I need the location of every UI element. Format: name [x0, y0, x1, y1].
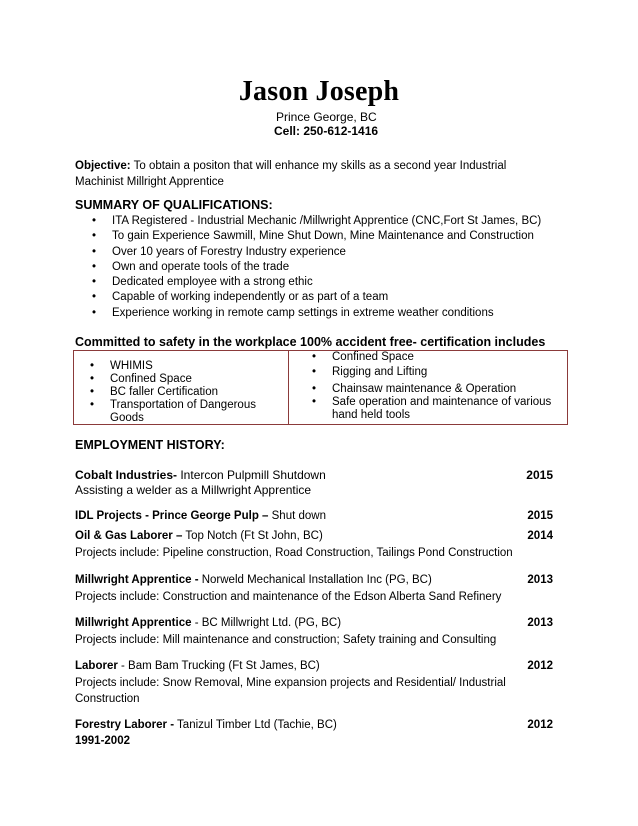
- certifications-left: [90, 360, 280, 425]
- qualification-item: • ITA Registered - Industrial Mechanic /Millwright Apprentice (CNC,Fort St James, BC): [92, 214, 541, 229]
- job-entry: [75, 530, 553, 542]
- certification-item: • Chainsaw maintenance & Operation: [312, 383, 562, 396]
- certifications-right: [312, 351, 562, 422]
- certification-item: • Confined Space: [312, 351, 562, 364]
- job-detail: - Bam Bam Trucking (Ft St James, BC): [117, 660, 320, 672]
- job-entry: [75, 468, 553, 482]
- job-entry: [75, 660, 553, 672]
- job-year: 2013: [527, 617, 553, 629]
- qualifications-list: [92, 214, 541, 321]
- qualifications-heading: SUMMARY OF QUALIFICATIONS:: [75, 198, 273, 212]
- certification-item: • Safe operation and maintenance of various hand held tools: [312, 396, 562, 422]
- employment-heading: EMPLOYMENT HISTORY:: [75, 438, 225, 452]
- job-dates: 1991-2002: [75, 735, 130, 747]
- job-year: 2014: [527, 530, 553, 542]
- job-detail: Tanizul Timber Ltd (Tachie, BC): [174, 719, 337, 731]
- objective: [75, 158, 545, 190]
- certification-item: • Transportation of Dangerous Goods: [90, 399, 280, 425]
- job-title: Laborer: [75, 660, 118, 672]
- objective-label: Objective:: [75, 160, 131, 172]
- job-entry: [75, 510, 553, 522]
- job-detail: Top Notch (Ft St John, BC): [182, 530, 323, 542]
- certification-item: • Confined Space: [90, 373, 280, 386]
- resume-name: Jason Joseph: [238, 76, 400, 107]
- cell-phone: Cell: 250-612-1416: [274, 124, 379, 138]
- job-year: 2013: [527, 574, 553, 586]
- job-description: Projects include: Pipeline construction, Road Construction, Tailings Pond Construction: [75, 547, 513, 559]
- job-entry: [75, 574, 553, 586]
- job-year: 2012: [527, 660, 553, 672]
- location: Prince George, BC: [276, 110, 377, 124]
- job-description: Assisting a welder as a Millwright Apprentice: [75, 483, 312, 497]
- job-detail: Norweld Mechanical Installation Inc (PG, BC): [198, 574, 432, 586]
- qualification-item: • To gain Experience Sawmill, Mine Shut Down, Mine Maintenance and Construction: [92, 229, 541, 244]
- qualification-item: • Experience working in remote camp settings in extreme weather conditions: [92, 306, 541, 321]
- job-description: Projects include: Snow Removal, Mine expansion projects and Residential/ Industrial Construction: [75, 677, 506, 705]
- job-title: IDL Projects - Prince George Pulp –: [75, 510, 269, 522]
- qualification-item: • Own and operate tools of the trade: [92, 260, 541, 275]
- qualification-item: • Dedicated employee with a strong ethic: [92, 275, 541, 290]
- job-year: 2015: [527, 510, 553, 522]
- job-description: Projects include: Mill maintenance and construction; Safety training and Consulting: [75, 634, 497, 646]
- job-title: Forestry Laborer -: [75, 719, 175, 731]
- job-detail: Intercon Pulpmill Shutdown: [177, 468, 326, 482]
- qualification-item: • Capable of working independently or as part of a team: [92, 290, 541, 305]
- job-title: Oil & Gas Laborer –: [75, 530, 183, 542]
- job-year: 2012: [527, 719, 553, 731]
- certification-item: • BC faller Certification: [90, 386, 280, 399]
- certification-item: • WHIMIS: [90, 360, 280, 373]
- job-detail: Shut down: [268, 510, 326, 522]
- table-divider: [288, 351, 289, 424]
- job-year: 2015: [526, 468, 553, 482]
- job-description: Projects include: Construction and maintenance of the Edson Alberta Sand Refinery: [75, 591, 502, 603]
- job-title: Millwright Apprentice -: [75, 574, 199, 586]
- objective-text: To obtain a positon that will enhance my skills as a second year Industrial Machinist Millright Apprentice: [75, 160, 507, 188]
- job-entry: [75, 617, 553, 629]
- job-title: Millwright Apprentice: [75, 617, 192, 629]
- qualification-item: • Over 10 years of Forestry Industry experience: [92, 245, 541, 260]
- job-detail: - BC Millwright Ltd. (PG, BC): [191, 617, 342, 629]
- job-entry: [75, 719, 553, 731]
- job-title: Cobalt Industries-: [75, 468, 178, 482]
- safety-heading: Committed to safety in the workplace 100% accident free- certification includes: [75, 335, 546, 349]
- certification-item: • Rigging and Lifting: [312, 366, 562, 379]
